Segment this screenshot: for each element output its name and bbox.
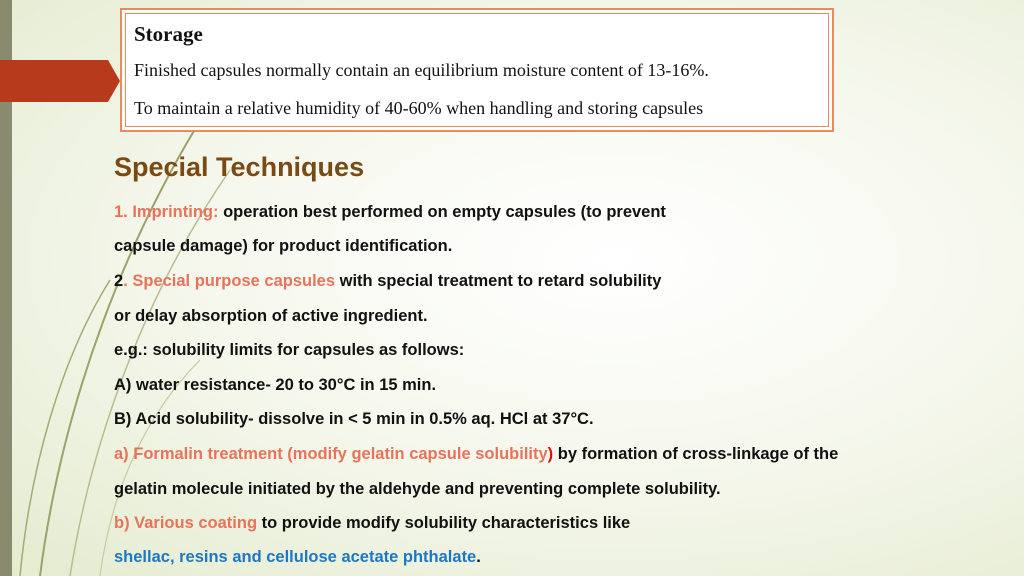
imprinting-line-1 <box>114 203 666 222</box>
red-tab-marker <box>0 60 120 102</box>
coating-materials: shellac, resins and cellulose acetate phthalate <box>114 548 477 566</box>
coating-line-1 <box>114 514 630 533</box>
formalin-label: a) Formalin treatment (modify gelatin capsule solubility <box>114 445 548 463</box>
water-resistance-line: A) water resistance- 20 to 30°C in 15 min. <box>114 376 437 394</box>
coating-end: . <box>476 548 481 566</box>
special-number: 2 <box>114 272 124 290</box>
formalin-text: by formation of cross-linkage of the <box>553 445 839 463</box>
formalin-line-1 <box>114 445 838 464</box>
storage-line-1: Finished capsules normally contain an equilibrium moisture content of 13-16%. <box>134 60 709 80</box>
special-text: with special treatment to retard solubility <box>335 272 662 290</box>
coating-line-2 <box>114 548 481 567</box>
eg-line: e.g.: solubility limits for capsules as follows: <box>114 341 465 359</box>
imprinting-line-2: capsule damage) for product identification. <box>114 237 453 255</box>
special-line-1 <box>114 272 661 291</box>
formalin-paren: ) <box>547 445 554 463</box>
imprinting-label: 1. Imprinting: <box>114 203 219 221</box>
section-heading: Special Techniques <box>114 152 365 182</box>
storage-line-2: To maintain a relative humidity of 40-60% when handling and storing capsules <box>134 98 704 118</box>
special-line-2: or delay absorption of active ingredient. <box>114 307 428 325</box>
acid-solubility-line: B) Acid solubility- dissolve in < 5 min in 0.5% aq. HCl at 37°C. <box>114 410 594 428</box>
storage-title: Storage <box>134 22 203 46</box>
imprinting-text: operation best performed on empty capsules (to prevent <box>218 203 666 221</box>
special-label: . Special purpose capsules <box>123 272 336 290</box>
coating-label: b) Various coating <box>114 514 258 532</box>
coating-text: to provide modify solubility characteristics like <box>257 514 631 532</box>
storage-box <box>120 8 834 132</box>
formalin-line-2: gelatin molecule initiated by the aldehyde and preventing complete solubility. <box>114 480 721 498</box>
